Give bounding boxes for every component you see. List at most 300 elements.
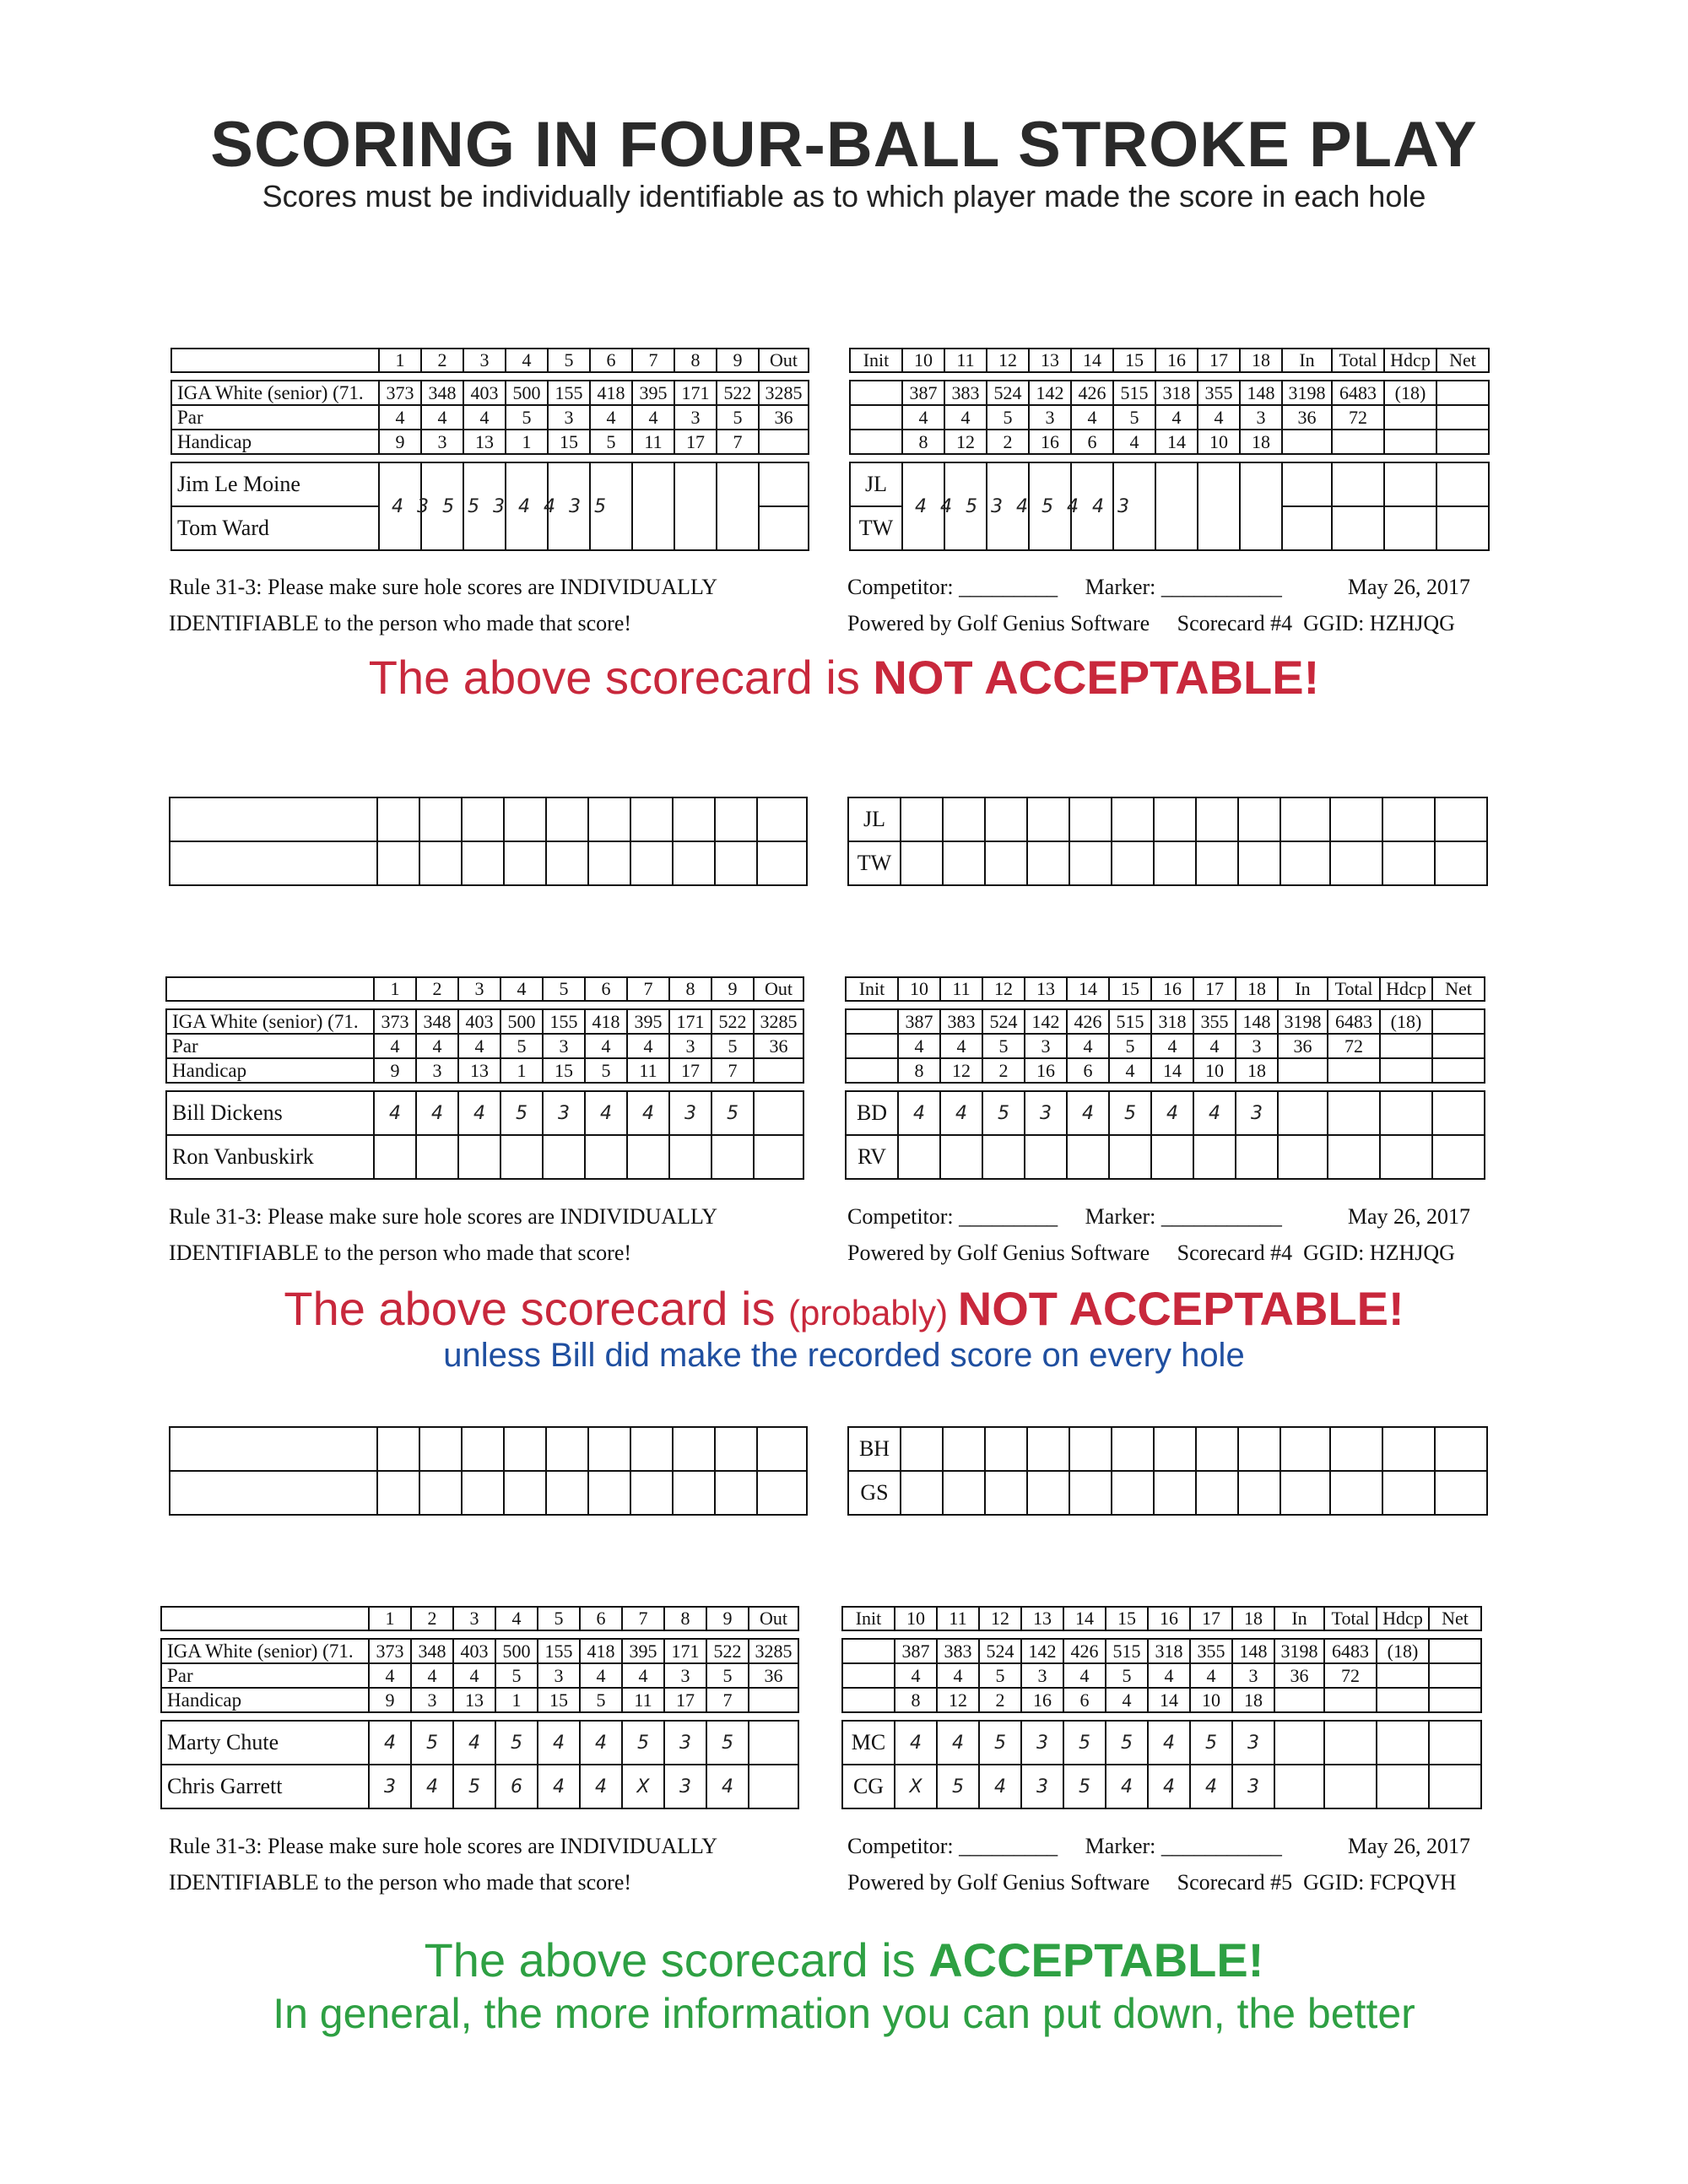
blank-cell[interactable] — [377, 1427, 419, 1471]
hole-score-cell[interactable]: 4 — [416, 1091, 458, 1135]
hole-score-cell[interactable]: 5 — [979, 1721, 1021, 1765]
hole-score-cell[interactable] — [1109, 1135, 1151, 1179]
blank-cell[interactable] — [419, 797, 462, 841]
header-cell: Hdcp — [1384, 349, 1436, 372]
blank-cell[interactable] — [588, 1471, 630, 1515]
blank-cell[interactable] — [985, 1471, 1027, 1515]
hole-score-cell[interactable] — [940, 1135, 982, 1179]
info-cell: 524 — [979, 1639, 1021, 1663]
header-cell: 10 — [898, 977, 940, 1001]
info-cell: 418 — [585, 1009, 627, 1034]
info-cell: 6 — [1067, 1058, 1109, 1083]
hole-score-cell[interactable] — [458, 1135, 500, 1179]
blank-cell[interactable] — [1435, 841, 1487, 885]
hole-score-cell[interactable]: 5 — [982, 1091, 1025, 1135]
hole-score-cell[interactable]: 4 — [374, 1091, 416, 1135]
total-cell[interactable] — [1377, 1765, 1429, 1808]
hole-score-cell[interactable]: 6 — [495, 1765, 538, 1808]
info-cell: 7 — [717, 430, 759, 454]
blank-cell[interactable] — [1196, 1427, 1238, 1471]
blank-cell[interactable] — [943, 1471, 985, 1515]
blank-cell[interactable] — [1196, 841, 1238, 885]
blank-cell[interactable] — [462, 1471, 504, 1515]
hole-score-cell[interactable]: 3 — [543, 1091, 585, 1135]
hole-score-cell[interactable]: 4 — [937, 1721, 979, 1765]
blank-cell[interactable] — [419, 1471, 462, 1515]
info-cell: 395 — [632, 381, 674, 405]
header-cell: 11 — [940, 977, 982, 1001]
info-cell — [846, 1034, 898, 1058]
blank-cell[interactable] — [1027, 1471, 1069, 1515]
blank-cell[interactable] — [1154, 1471, 1196, 1515]
blank-cell[interactable] — [1196, 797, 1238, 841]
hole-score-cell[interactable]: 4 — [453, 1721, 495, 1765]
hole-score-cell[interactable] — [1151, 1135, 1193, 1179]
player-name: Tom Ward — [171, 506, 379, 550]
blank-cell[interactable] — [1238, 1471, 1280, 1515]
blank-row — [170, 797, 807, 841]
blank-cell[interactable] — [1382, 797, 1435, 841]
blank-cell[interactable] — [588, 1427, 630, 1471]
blank-cell[interactable] — [1330, 1471, 1382, 1515]
blank-cell[interactable] — [1112, 1471, 1154, 1515]
info-cell: 148 — [1240, 381, 1282, 405]
info-cell — [1377, 1663, 1429, 1688]
info-cell: 148 — [1232, 1639, 1274, 1663]
blank-cell[interactable] — [504, 1427, 546, 1471]
total-cell[interactable] — [1278, 1091, 1328, 1135]
info-cell: 500 — [506, 381, 548, 405]
footer-line: Competitor: _________ Marker: ___________ May 26, 2017 — [847, 1204, 1471, 1229]
info-cell: 3 — [1240, 405, 1282, 430]
hole-score-cell[interactable] — [711, 1135, 754, 1179]
hole-score-cell[interactable]: 4 — [895, 1721, 937, 1765]
blank-cell[interactable] — [630, 1471, 673, 1515]
hole-score-cell[interactable]: 4 — [979, 1765, 1021, 1808]
blank-cell[interactable] — [1112, 841, 1154, 885]
back-nine-scorecard — [849, 348, 1490, 551]
info-cell: 355 — [1190, 1639, 1232, 1663]
total-cell[interactable] — [754, 1091, 803, 1135]
hole-score-cell[interactable] — [1193, 1135, 1236, 1179]
header-cell: 12 — [987, 349, 1029, 372]
info-cell: IGA White (senior) (71. — [161, 1639, 369, 1663]
hole-score-cell[interactable]: 4 — [706, 1765, 749, 1808]
blank-cell[interactable] — [673, 1471, 715, 1515]
total-cell[interactable] — [1282, 462, 1332, 506]
blank-cell[interactable] — [1382, 841, 1435, 885]
blank-cell[interactable] — [901, 1471, 943, 1515]
combined-handwritten-scores[interactable]: 445345443 — [902, 462, 1282, 550]
info-cell: 10 — [1193, 1058, 1236, 1083]
scorecard-footer — [847, 1198, 1470, 1271]
blank-cell[interactable] — [170, 1471, 377, 1515]
total-cell[interactable] — [1332, 462, 1384, 506]
hole-score-cell[interactable]: 4 — [940, 1091, 982, 1135]
total-cell[interactable] — [1384, 506, 1436, 550]
blank-cell[interactable] — [1112, 797, 1154, 841]
blank-cell[interactable] — [1196, 1471, 1238, 1515]
hole-score-cell[interactable]: 4 — [411, 1765, 453, 1808]
info-cell — [850, 430, 902, 454]
total-cell[interactable] — [759, 506, 809, 550]
total-cell[interactable] — [1274, 1721, 1324, 1765]
blank-cell[interactable] — [1027, 1427, 1069, 1471]
hole-score-cell[interactable]: 4 — [458, 1091, 500, 1135]
player-row — [846, 1091, 1485, 1135]
blank-cell[interactable] — [462, 797, 504, 841]
blank-cell[interactable] — [504, 797, 546, 841]
blank-cell[interactable] — [715, 841, 757, 885]
hole-score-cell[interactable] — [543, 1135, 585, 1179]
info-cell: 4 — [379, 405, 421, 430]
hole-score-cell[interactable] — [416, 1135, 458, 1179]
blank-cell[interactable] — [1027, 841, 1069, 885]
yardage-row — [171, 381, 809, 405]
info-cell: 524 — [982, 1009, 1025, 1034]
yardage-row — [846, 1009, 1485, 1034]
hole-score-cell[interactable]: 5 — [1190, 1721, 1232, 1765]
blank-cell[interactable] — [1382, 1471, 1435, 1515]
hole-score-cell[interactable]: 4 — [1190, 1765, 1232, 1808]
verdict-prefix: The above scorecard is — [284, 1282, 788, 1335]
blank-cell[interactable] — [630, 841, 673, 885]
blank-cell[interactable] — [715, 1427, 757, 1471]
hole-score-cell[interactable]: 3 — [1021, 1765, 1063, 1808]
info-cell: 3 — [416, 1058, 458, 1083]
blank-cell[interactable] — [985, 1427, 1027, 1471]
info-cell: 4 — [1198, 405, 1240, 430]
total-cell[interactable] — [1432, 1091, 1485, 1135]
info-cell: 3285 — [749, 1639, 798, 1663]
info-cell: 373 — [369, 1639, 411, 1663]
blank-cell[interactable] — [901, 841, 943, 885]
header-cell: 7 — [622, 1607, 664, 1630]
hole-score-cell[interactable]: 5 — [937, 1765, 979, 1808]
blank-cell[interactable] — [1435, 1427, 1487, 1471]
blank-cell[interactable] — [170, 841, 377, 885]
hole-score-cell[interactable]: 5 — [1106, 1721, 1148, 1765]
info-cell: 3198 — [1278, 1009, 1328, 1034]
blank-cell[interactable] — [1069, 841, 1112, 885]
blank-cell[interactable] — [504, 841, 546, 885]
blank-cell[interactable] — [673, 1427, 715, 1471]
blank-cell[interactable] — [419, 841, 462, 885]
total-cell[interactable] — [1380, 1091, 1432, 1135]
blank-cell[interactable] — [1069, 1427, 1112, 1471]
hole-score-cell[interactable]: 5 — [711, 1091, 754, 1135]
blank-cell[interactable] — [943, 841, 985, 885]
header-row — [161, 1607, 798, 1630]
blank-cell[interactable] — [419, 1427, 462, 1471]
hole-score-cell[interactable]: 5 — [1063, 1765, 1106, 1808]
blank-cell[interactable] — [1280, 841, 1330, 885]
hole-score-cell[interactable] — [1067, 1135, 1109, 1179]
total-cell[interactable] — [749, 1765, 798, 1808]
blank-cell[interactable] — [377, 1471, 419, 1515]
hole-score-cell[interactable]: 4 — [1193, 1091, 1236, 1135]
combined-handwritten-scores[interactable]: 435534435 — [379, 462, 759, 550]
hole-score-cell[interactable]: 4 — [1067, 1091, 1109, 1135]
header-cell: Total — [1332, 349, 1384, 372]
info-cell: (18) — [1377, 1639, 1429, 1663]
blank-cell[interactable] — [170, 797, 377, 841]
info-cell: 383 — [937, 1639, 979, 1663]
blank-back-table — [847, 797, 1488, 886]
hole-score-cell[interactable]: 4 — [1151, 1091, 1193, 1135]
blank-cell[interactable] — [1280, 797, 1330, 841]
hole-score-cell[interactable]: 4 — [580, 1765, 622, 1808]
total-cell[interactable] — [1324, 1765, 1377, 1808]
info-cell: 17 — [664, 1688, 706, 1712]
info-cell — [850, 405, 902, 430]
hole-score-cell[interactable] — [898, 1135, 940, 1179]
hole-score-cell[interactable]: 5 — [500, 1091, 543, 1135]
total-cell[interactable] — [759, 462, 809, 506]
blank-cell[interactable] — [546, 1471, 588, 1515]
header-cell: 9 — [717, 349, 759, 372]
blank-cell[interactable] — [630, 797, 673, 841]
info-cell: 5 — [1106, 1663, 1148, 1688]
hole-score-cell[interactable] — [982, 1135, 1025, 1179]
total-cell[interactable] — [1282, 506, 1332, 550]
info-cell — [842, 1663, 895, 1688]
info-cell — [1384, 405, 1436, 430]
hole-score-cell[interactable]: 3 — [1236, 1091, 1278, 1135]
info-cell: 3 — [538, 1663, 580, 1688]
header-cell: 13 — [1025, 977, 1067, 1001]
total-cell[interactable] — [1429, 1721, 1481, 1765]
info-cell: 4 — [632, 405, 674, 430]
info-cell: Handicap — [161, 1688, 369, 1712]
hole-score-cell[interactable]: 4 — [898, 1091, 940, 1135]
total-cell[interactable] — [1324, 1721, 1377, 1765]
verdict-qualifier: (probably) — [788, 1293, 958, 1333]
blank-cell[interactable] — [715, 1471, 757, 1515]
blank-cell[interactable] — [757, 797, 807, 841]
hole-score-cell[interactable] — [1236, 1135, 1278, 1179]
blank-cell[interactable] — [1435, 797, 1487, 841]
header-cell: 4 — [500, 977, 543, 1001]
hole-score-cell[interactable]: 5 — [622, 1721, 664, 1765]
hole-score-cell[interactable]: 5 — [1063, 1721, 1106, 1765]
blank-cell[interactable] — [715, 797, 757, 841]
info-cell: 72 — [1332, 405, 1384, 430]
hole-score-cell[interactable] — [500, 1135, 543, 1179]
header-cell — [166, 977, 374, 1001]
blank-cell[interactable] — [985, 797, 1027, 841]
blank-cell[interactable] — [1154, 841, 1196, 885]
blank-cell[interactable] — [943, 797, 985, 841]
hole-score-cell[interactable]: 3 — [369, 1765, 411, 1808]
blank-cell[interactable] — [546, 797, 588, 841]
total-cell[interactable] — [754, 1135, 803, 1179]
info-cell: 4 — [1063, 1663, 1106, 1688]
blank-cell[interactable] — [1435, 1471, 1487, 1515]
hole-score-cell[interactable]: 3 — [664, 1765, 706, 1808]
info-cell: 15 — [548, 430, 590, 454]
header-cell: 5 — [543, 977, 585, 1001]
hole-score-cell[interactable]: 4 — [538, 1765, 580, 1808]
blank-cell[interactable] — [901, 1427, 943, 1471]
total-cell[interactable] — [1332, 506, 1384, 550]
total-cell[interactable] — [1377, 1721, 1429, 1765]
blank-cell[interactable] — [504, 1471, 546, 1515]
header-cell: 17 — [1190, 1607, 1232, 1630]
total-cell[interactable] — [1274, 1765, 1324, 1808]
total-cell[interactable] — [1380, 1135, 1432, 1179]
hole-score-cell[interactable]: 4 — [627, 1091, 669, 1135]
verdict-note: unless Bill did make the recorded score on every hole — [443, 1337, 1245, 1374]
blank-cell[interactable] — [943, 1427, 985, 1471]
blank-cell[interactable] — [1238, 841, 1280, 885]
blank-cell[interactable] — [757, 841, 807, 885]
blank-cell[interactable] — [1154, 1427, 1196, 1471]
info-cell — [749, 1688, 798, 1712]
hole-score-cell[interactable]: 4 — [580, 1721, 622, 1765]
info-cell: 18 — [1240, 430, 1282, 454]
hole-score-cell[interactable] — [585, 1135, 627, 1179]
blank-cell[interactable] — [673, 797, 715, 841]
hole-score-cell[interactable]: 5 — [706, 1721, 749, 1765]
blank-cell[interactable] — [1027, 797, 1069, 841]
blank-cell[interactable] — [985, 841, 1027, 885]
hole-score-cell[interactable]: 3 — [1232, 1721, 1274, 1765]
blank-cell[interactable] — [588, 797, 630, 841]
info-cell — [850, 381, 902, 405]
blank-cell[interactable] — [1280, 1471, 1330, 1515]
info-cell: (18) — [1380, 1009, 1432, 1034]
hole-score-cell[interactable] — [627, 1135, 669, 1179]
header-cell: 14 — [1071, 349, 1113, 372]
header-cell: 2 — [421, 349, 463, 372]
info-cell: 4 — [458, 1034, 500, 1058]
hole-score-cell[interactable] — [1025, 1135, 1067, 1179]
info-cell: 3 — [1236, 1034, 1278, 1058]
info-cell: 8 — [895, 1688, 937, 1712]
blank-cell[interactable] — [377, 797, 419, 841]
blank-cell[interactable] — [1069, 1471, 1112, 1515]
info-cell: 2 — [979, 1688, 1021, 1712]
blank-cell[interactable] — [546, 1427, 588, 1471]
blank-cell[interactable] — [588, 841, 630, 885]
hole-score-cell[interactable]: 5 — [453, 1765, 495, 1808]
blank-cell[interactable] — [462, 841, 504, 885]
blank-cell[interactable] — [1154, 797, 1196, 841]
blank-cell[interactable] — [1330, 797, 1382, 841]
player-initials: TW — [850, 506, 902, 550]
hole-score-cell[interactable] — [374, 1135, 416, 1179]
total-cell[interactable] — [749, 1721, 798, 1765]
info-cell: 4 — [1190, 1663, 1232, 1688]
hole-score-cell[interactable]: 4 — [369, 1721, 411, 1765]
total-cell[interactable] — [1429, 1765, 1481, 1808]
info-cell: 318 — [1151, 1009, 1193, 1034]
blank-cell[interactable] — [630, 1427, 673, 1471]
blank-cell[interactable] — [673, 841, 715, 885]
blank-cell[interactable] — [462, 1427, 504, 1471]
hole-score-cell[interactable]: X — [895, 1765, 937, 1808]
blank-cell[interactable] — [1238, 1427, 1280, 1471]
info-cell: 155 — [548, 381, 590, 405]
blank-cell[interactable] — [1330, 1427, 1382, 1471]
blank-cell[interactable] — [757, 1471, 807, 1515]
info-cell — [846, 1009, 898, 1034]
hole-score-cell[interactable]: 3 — [1232, 1765, 1274, 1808]
hole-score-cell[interactable]: 3 — [1021, 1721, 1063, 1765]
blank-cell[interactable] — [546, 841, 588, 885]
total-cell[interactable] — [1436, 462, 1489, 506]
info-cell: 4 — [416, 1034, 458, 1058]
blank-cell[interactable] — [1112, 1427, 1154, 1471]
hole-score-cell[interactable]: 5 — [495, 1721, 538, 1765]
header-cell: 18 — [1236, 977, 1278, 1001]
total-cell[interactable] — [1328, 1091, 1380, 1135]
blank-cell[interactable] — [757, 1427, 807, 1471]
info-cell: 373 — [374, 1009, 416, 1034]
info-cell — [1274, 1688, 1324, 1712]
blank-cell[interactable] — [1330, 841, 1382, 885]
hole-score-cell[interactable]: 4 — [1106, 1765, 1148, 1808]
info-cell: 515 — [1106, 1639, 1148, 1663]
hole-score-cell[interactable]: 5 — [1109, 1091, 1151, 1135]
header-cell: 5 — [538, 1607, 580, 1630]
blank-cell[interactable] — [1069, 797, 1112, 841]
total-cell[interactable] — [1432, 1135, 1485, 1179]
info-cell — [842, 1688, 895, 1712]
blank-cell[interactable] — [1238, 797, 1280, 841]
player-row — [166, 1091, 803, 1135]
info-cell: 5 — [580, 1688, 622, 1712]
blank-cell[interactable] — [377, 841, 419, 885]
blank-cell[interactable] — [1280, 1427, 1330, 1471]
verdict-emphasis: NOT ACCEPTABLE! — [957, 1282, 1404, 1335]
hole-score-cell[interactable]: 4 — [1148, 1721, 1190, 1765]
blank-row — [848, 1427, 1487, 1471]
info-cell — [1436, 430, 1489, 454]
info-cell: 11 — [627, 1058, 669, 1083]
hole-score-cell[interactable]: 4 — [1148, 1765, 1190, 1808]
player-row — [846, 1135, 1485, 1179]
total-cell[interactable] — [1436, 506, 1489, 550]
total-cell[interactable] — [1384, 462, 1436, 506]
header-cell — [171, 349, 379, 372]
total-cell[interactable] — [1328, 1135, 1380, 1179]
hole-score-cell[interactable]: 4 — [585, 1091, 627, 1135]
player-name: Chris Garrett — [161, 1765, 369, 1808]
blank-cell[interactable] — [1382, 1427, 1435, 1471]
player-row — [842, 1765, 1481, 1808]
header-cell: 6 — [590, 349, 632, 372]
hole-score-cell[interactable]: 4 — [538, 1721, 580, 1765]
hole-score-cell[interactable]: 3 — [669, 1091, 711, 1135]
header-cell: Init — [846, 977, 898, 1001]
hole-score-cell[interactable]: 5 — [411, 1721, 453, 1765]
blank-cell[interactable] — [901, 797, 943, 841]
info-cell: 348 — [416, 1009, 458, 1034]
header-cell: Init — [850, 349, 902, 372]
front-player-table — [170, 462, 809, 551]
hole-score-cell[interactable]: 3 — [1025, 1091, 1067, 1135]
total-cell[interactable] — [1278, 1135, 1328, 1179]
front-info-table — [165, 1008, 804, 1084]
hole-score-cell[interactable]: X — [622, 1765, 664, 1808]
hole-score-cell[interactable]: 3 — [664, 1721, 706, 1765]
header-cell: 16 — [1148, 1607, 1190, 1630]
header-row — [171, 349, 809, 372]
hole-score-cell[interactable] — [669, 1135, 711, 1179]
blank-cell[interactable] — [170, 1427, 377, 1471]
